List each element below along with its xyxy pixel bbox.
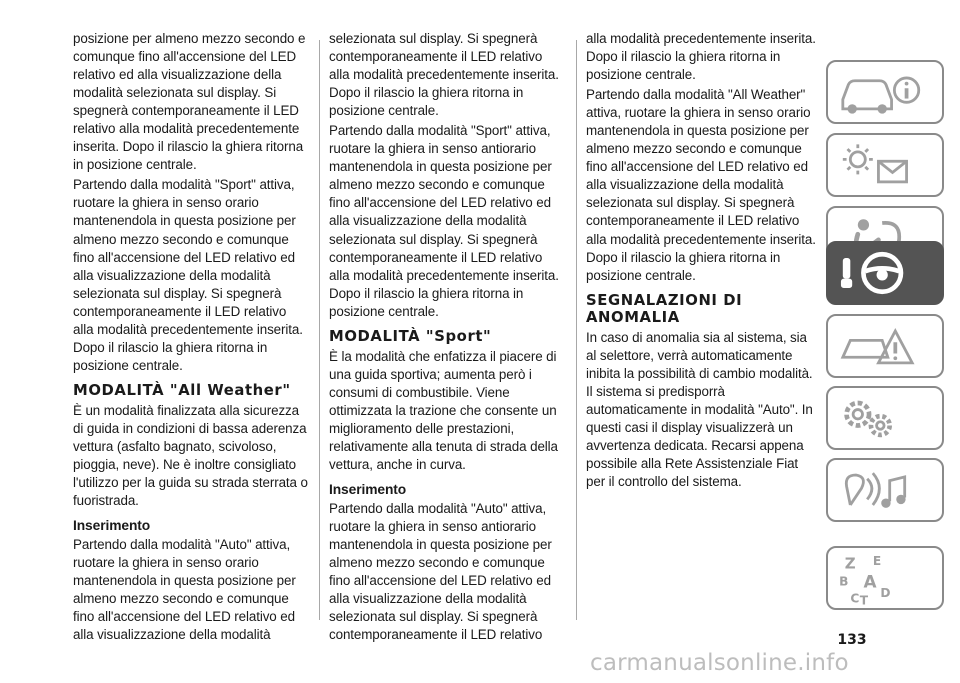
tab-lights-messages[interactable] [826,133,944,197]
column-divider [319,40,320,620]
steering-wheel-key-icon [828,243,942,303]
section-heading-sport: MODALITÀ "Sport" [329,327,492,345]
paragraph: Partendo dalla modalità "Sport" attiva, ruotare la ghiera in senso antiorario mantenendola in questa posizione per almeno mezzo secondo e comunque fino all'accensione del LED relativo ed alla visualizzazione della modalità selezionata sul display. Si spegnerà contemporaneamente il LED relativo alla modalità precedentemente inserita. Dopo il rilascio la ghiera ritorna in posizione centrale. [329,123,559,319]
tab-starting-driving[interactable] [826,241,944,305]
index-letter: D [880,585,891,600]
tab-index[interactable] [826,546,944,610]
multimedia-icon [828,460,942,520]
tab-car-info[interactable] [826,60,944,124]
tab-maintenance[interactable] [826,386,944,450]
text-column-3 [586,30,818,491]
index-letter: B [839,574,849,589]
index-letter: E [872,553,882,568]
paragraph: Partendo dalla modalità "Auto" attiva, ruotare la ghiera in senso orario mantenendola in questa posizione per almeno mezzo secondo e comunque fino all'accensione del LED relativo ed alla visualizzazione della modalità [73,537,296,643]
paragraph: alla modalità precedentemente inserita. Dopo il rilascio la ghiera ritorna in posizione centrale. [586,31,816,83]
watermark: carmanualsonline.info [590,650,849,676]
alphabetical-index-icon [828,548,942,608]
tab-emergency[interactable] [826,314,944,378]
index-letter: Z [844,554,856,573]
subheading-inserimento: Inserimento [329,482,407,498]
paragraph: posizione per almeno mezzo secondo e comunque fino all'accensione del LED relativo ed alla visualizzazione della modalità selezionata sul display. Si spegnerà contemporaneamente il LED relativo alla modalità precedentemente inserita. Dopo il rilascio la ghiera ritorna in posizione centrale. [73,31,306,173]
lights-messages-icon [828,135,942,195]
paragraph: È un modalità finalizzata alla sicurezza di guida in condizioni di bassa aderenza vettura (asfalto bagnato, scivoloso, pioggia, neve). Ne è inoltre consigliato l'utilizzo per la guida su strada sterrata o fuoristrada. [73,402,308,509]
subheading-inserimento: Inserimento [73,518,151,534]
paragraph: Partendo dalla modalità "All Weather" attiva, ruotare la ghiera in senso orario mantenendola in questa posizione per almeno mezzo secondo e comunque fino all'accensione del LED relativo ed alla visualizzazione della modalità selezionata sul display. Si spegnerà contemporaneamente il LED relativo alla modalità precedentemente inserita. Dopo il rilascio la ghiera ritorna in posizione centrale. [586,87,816,283]
index-letter: T [859,593,868,608]
paragraph: Partendo dalla modalità "Sport" attiva, ruotare la ghiera in senso orario mantenendola in questa posizione per almeno mezzo secondo e comunque fino all'accensione del LED relativo ed alla visualizzazione della modalità selezionata sul display. Si spegnerà contemporaneamente il LED relativo alla modalità precedentemente inserita. Dopo il rilascio la ghiera ritorna in posizione centrale. [73,177,303,373]
text-column-1 [73,30,309,644]
text-column-2 [329,30,565,644]
car-info-icon [828,62,942,122]
paragraph: È la modalità che enfatizza il piacere di una guida sportiva; aumenta però i consumi di combustibile. Viene ottimizzata la trazione che consente un miglioramento delle prestazioni, relativamente alla tenuta di strada della vettura, anche in curva. [329,348,558,473]
paragraph: In caso di anomalia sia al sistema, sia al selettore, verrà automaticamente inibita la possibilità di cambio modalità. Il sistema si predisporrà automaticamente in modalità "Auto". In questi casi il display visualizzerà un avvertenza dedicata. Recarsi appena possibile alla Rete Assistenziale Fiat per il controllo del sistema. [586,329,813,490]
index-letter: A [863,571,877,592]
column-divider [576,40,577,620]
maintenance-gears-icon [828,388,942,448]
tab-multimedia[interactable] [826,458,944,522]
paragraph: Partendo dalla modalità "Auto" attiva, ruotare la ghiera in senso antiorario mantenendola in questa posizione per almeno mezzo secondo e comunque fino all'accensione del LED relativo ed alla visualizzazione della modalità selezionata sul display. Si spegnerà contemporaneamente il LED relativo [329,501,552,643]
index-letter: C [850,591,860,606]
page-number: 133 [837,632,867,648]
emergency-icon [828,316,942,376]
paragraph: selezionata sul display. Si spegnerà contemporaneamente il LED relativo alla modalità precedentemente inserita. Dopo il rilascio la ghiera ritorna in posizione centrale. [329,31,559,119]
section-heading-anomalia: SEGNALAZIONI DI ANOMALIA [586,291,743,326]
section-heading-all-weather: MODALITÀ "All Weather" [73,381,291,399]
